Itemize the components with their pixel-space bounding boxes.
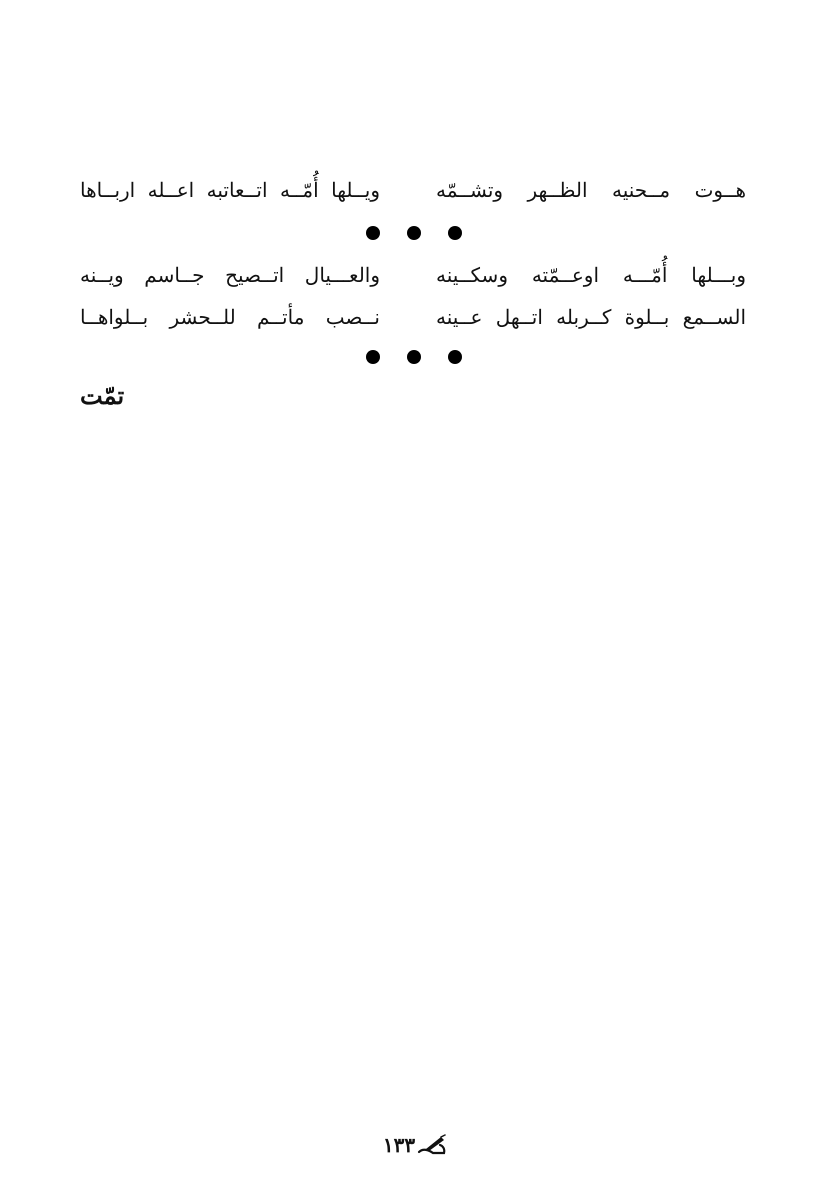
verse-2-first-hemistich: وبـــلها أُمّـــه اوعــمّته وسكــينه — [436, 263, 746, 287]
pen-icon — [417, 1134, 447, 1156]
page-footer — [370, 1130, 460, 1160]
verse-3 — [80, 297, 746, 337]
separator-dot — [448, 350, 462, 364]
separator-dot — [407, 350, 421, 364]
verse-1-first-hemistich: هــوت مــحنيه الظــهر وتشــمّه — [436, 178, 746, 202]
stanza-separator-1 — [366, 225, 462, 241]
end-mark: تمّت — [80, 381, 125, 410]
separator-dot — [448, 226, 462, 240]
page-number: ١٣٣ — [382, 1133, 416, 1157]
separator-dot — [366, 350, 380, 364]
verse-3-first-hemistich: الســمع بــلوة كــربله اتــهل عــينه — [436, 305, 746, 329]
stanza-separator-2 — [366, 349, 462, 365]
verse-3-second-hemistich: نــصب مأتــم للــحشر بــلواهــا — [80, 305, 380, 329]
separator-dot — [366, 226, 380, 240]
verse-1 — [80, 170, 746, 210]
verse-1-second-hemistich: ويــلها أُمّــه اتــعاتبه اعــله اربــاها — [80, 178, 380, 202]
verse-2-second-hemistich: والعـــيال اتــصيح جــاسم ويــنه — [80, 263, 380, 287]
separator-dot — [407, 226, 421, 240]
verse-2 — [80, 255, 746, 295]
